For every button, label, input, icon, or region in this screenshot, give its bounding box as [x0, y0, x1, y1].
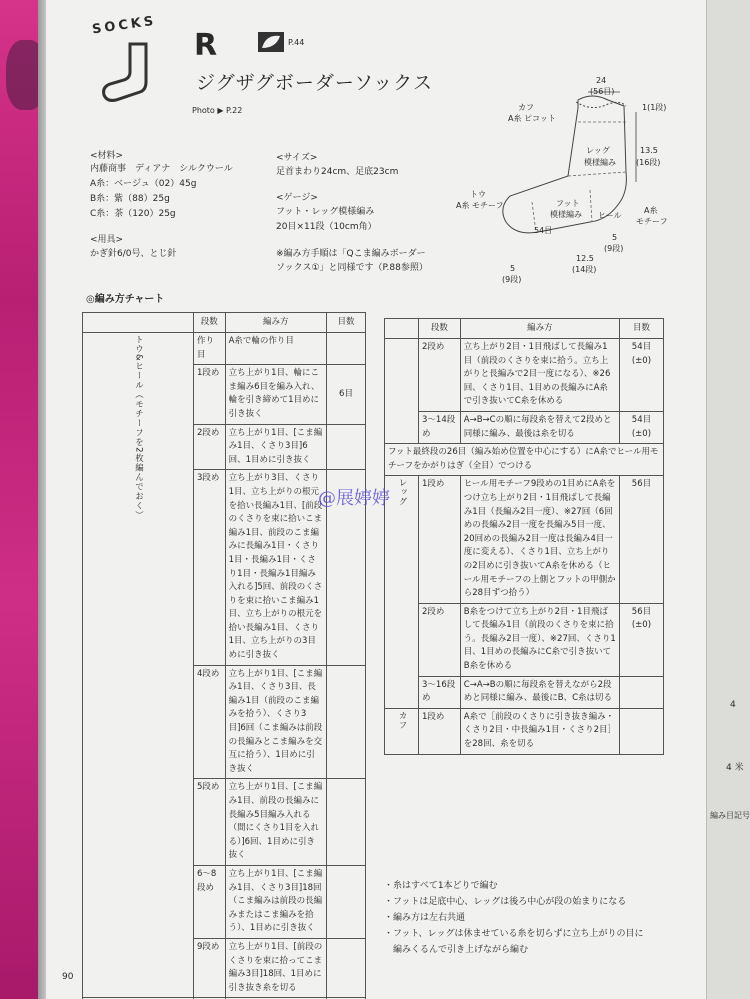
diagram-label: 5 [510, 264, 516, 273]
method-note: ソックス①」と同様です（P.88参照） [276, 263, 428, 273]
watermark: @展婷婷 [318, 488, 390, 509]
row-stitches: 56目 [631, 606, 652, 617]
row-method: 立ち上がり2目・1目飛ばして長編み1目（前段のくさりを束に拾う。立ち上がりと長編みで2目一度になる）、※26回、くさり1目、1目めの長編みにA糸で引き抜いてC糸を休める [460, 339, 619, 412]
diagram-label: A糸 [644, 206, 658, 215]
materials-heading: <材料> [90, 151, 124, 161]
row-method: 立ち上がり1目、[前段のくさりを束に拾ってこま編み3目]18回、1目めに引き抜き糸を切る [225, 938, 326, 997]
row-stitches [326, 665, 365, 779]
row-method: 立ち上がり1目、[こま編み1目、くさり3目]6回、1目めに引き抜く [225, 424, 326, 470]
page-ref: P.44 [288, 38, 305, 47]
row-stitches [619, 676, 663, 708]
leaf-icon [258, 32, 284, 52]
diagram-label: 24 [596, 76, 607, 85]
row-method: A糸で輪の作り目 [225, 333, 326, 365]
section-label-toe-heel: トウ&ヒール（モチーフを2枚編んでおく） [133, 335, 144, 521]
row-number: 6〜8段め [194, 865, 226, 938]
diagram-label: トウ [470, 190, 486, 199]
pattern-title: ジグザグボーダーソックス [196, 72, 433, 94]
note-line: ・編み方は左右共通 [384, 913, 466, 923]
socks-label: SOCKS [91, 13, 158, 38]
row-method: 立ち上がり3目、くさり1目、立ち上がりの根元を拾い長編み1目、[前段のくさりを束に拾いこま編み1目、前段のこま編みに長編み1目・くさり1目・長編み1目・くさり1目・長編み1目編み入れる]5回、前段のくさりを束に拾いこま編み1目、立ち上がりの根元を拾い長編み1目、くさり1目、立ち上がりの3目めに引き抜く [225, 470, 326, 665]
size-heading: <サイズ> [276, 153, 318, 163]
note-line: 編みくるんで引き上げながら編む [384, 945, 529, 955]
row-stitches-delta: (±0) [631, 620, 652, 631]
row-method: A糸で［前段のくさりに引き抜き編み・くさり2目・中長編み1目・くさり2目］を28回、糸を切る [460, 708, 619, 754]
diagram-label: (9段) [604, 244, 624, 253]
knitting-chart-left [82, 312, 366, 999]
row-stitches [326, 424, 365, 470]
row-method: A→B→Cの順に毎段糸を替えて2段めと同様に編み、最後は糸を切る [460, 411, 619, 443]
row-stitches [326, 865, 365, 938]
row-stitches: 6目 [326, 365, 365, 424]
col-header-rows: 段数 [194, 313, 226, 333]
col-header-method: 編み方 [460, 319, 619, 339]
section-label-cuff: カフ [397, 710, 407, 730]
col-header-stitches: 目数 [619, 319, 663, 339]
diagram-label: カフ [518, 103, 534, 112]
col-header-rows: 段数 [419, 319, 461, 339]
row-stitches [326, 333, 365, 365]
size-value: 足首まわり24cm、足底23cm [276, 167, 399, 177]
note-line: ・糸はすべて1本どりで編む [384, 881, 498, 891]
row-stitches: 56目 [619, 476, 663, 603]
note-line: ・フット、レッグは休ませている糸を切らずに立ち上がりの目に [384, 929, 644, 939]
chart-heading: ◎編み方チャート [86, 294, 165, 305]
method-note: ※編み方手順は「Qこま編みボーダー [276, 249, 426, 259]
diagram-label: 模様編み [584, 158, 616, 167]
section-label-leg: レッグ [397, 478, 407, 507]
right-page-edge [706, 0, 750, 999]
pattern-letter: R [194, 28, 218, 63]
diagram-label: 12.5 [576, 254, 594, 263]
row-method: 立ち上がり1目、[こま編み1目、くさり3目]18回（こま編みは前段の長編みまたはこま編みを拾う）、1目めに引き抜く [225, 865, 326, 938]
row-number: 3〜14段め [419, 411, 461, 443]
page-number: 90 [62, 972, 74, 982]
diagram-label: (56目) [590, 87, 615, 96]
materials-line: B糸：紫（88）25g [90, 194, 170, 204]
side-text: 編み目記号 [710, 811, 750, 820]
row-stitches-delta: (±0) [631, 428, 652, 439]
row-number: 1段め [419, 476, 461, 603]
diagram-label: 5 [612, 233, 618, 242]
diagram-label: 54目 [534, 226, 553, 235]
row-method: 立ち上がり1目、[こま編み1目、くさり3目、長編み1目（前段のこま編みを拾う）、くさり3目]6回（こま編みは前段の長編みとこま編みを交互に拾う）、1目めに引き抜く [225, 665, 326, 779]
row-stitches [326, 938, 365, 997]
diagram-label: モチーフ [636, 217, 668, 226]
diagram-label: レッグ [586, 146, 610, 155]
row-method: ヒール用モチーフ9段めの1目めにA糸をつけ立ち上がり2目・1目飛ばして長編み1目（長編み2目一度）、※27回（6回めの長編み2目一度を長編み5目一度、20回めの長編み2目一度は長編み4目一度に変える）、くさり1目、立ち上がりの2目めに引き抜いてA糸を休める（ヒール用モチーフの上側とフットの甲側から28目ずつ拾う） [460, 476, 619, 603]
photo-ref: Photo ▶ P.22 [192, 106, 243, 115]
tools-text: かぎ針6/0号、とじ針 [90, 249, 177, 259]
row-number: 3〜16段め [419, 676, 461, 708]
row-number: 4段め [194, 665, 226, 779]
row-method: B糸をつけて立ち上がり2目・1目飛ばして長編み1目（前段のくさりを束に拾う。長編み2目一度）、※27回、くさり1目、1目めの長編みにC糸で引き抜いてB糸を休める [460, 603, 619, 676]
row-stitches [326, 779, 365, 866]
diagram-label: (9段) [502, 275, 522, 284]
row-number: 3段め [194, 470, 226, 665]
row-number: 2段め [419, 603, 461, 676]
row-number: 作り目 [194, 333, 226, 365]
diagram-label: A糸 ピコット [508, 114, 556, 123]
note-line: ・フットは足底中心、レッグは後ろ中心が段の始まりになる [384, 897, 627, 907]
row-number: 1段め [194, 365, 226, 424]
tools-heading: <用具> [90, 235, 124, 245]
gauge-heading: <ゲージ> [276, 193, 318, 203]
row-number: 2段め [194, 424, 226, 470]
side-text: 4 [730, 700, 736, 710]
col-header-stitches: 目数 [326, 313, 365, 333]
row-method: 立ち上がり1目、[こま編み1目、前段の長編みに長編み5目編み入れる（間にくさり1目を入れる）]6回、1目めに引き抜く [225, 779, 326, 866]
row-number: 5段め [194, 779, 226, 866]
row-stitches: 54目 [631, 342, 652, 352]
diagram-label: フット [556, 199, 580, 208]
side-text: 4 米 [726, 763, 744, 773]
row-method: C→A→Bの順に毎段糸を替えながら2段めと同様に編み、最後にB、C糸は切る [460, 676, 619, 708]
diagram-label: 模様編み [550, 210, 582, 219]
col-header-method: 編み方 [225, 313, 326, 333]
diagram-label: 13.5 [640, 146, 658, 155]
diagram-label: (14段) [572, 265, 597, 274]
diagram-label: A糸 モチーフ [456, 201, 504, 210]
knitting-chart-right [384, 318, 664, 755]
diagram-label: ヒール [598, 211, 622, 220]
row-number: 2段め [419, 339, 461, 412]
row-method: 立ち上がり1目、輪にこま編み6目を編み入れ、輪を引き締めて1目めに引き抜く [225, 365, 326, 424]
materials-line: 内藤商事 ディアナ シルクウール [90, 164, 233, 174]
row-stitches: 54目 [631, 414, 652, 425]
gauge-line: フット・レッグ模様編み [276, 207, 375, 217]
row-number: 1段め [419, 708, 461, 754]
row-stitches [619, 708, 663, 754]
diagram-label: 1(1段) [642, 103, 667, 112]
row-number: 9段め [194, 938, 226, 997]
row-stitches-delta: (±0) [631, 355, 652, 366]
diagram-label: (16段) [636, 158, 661, 167]
materials-line: A糸：ベージュ（02）45g [90, 179, 197, 189]
materials-line: C糸：茶（120）25g [90, 209, 176, 219]
heel-attach-note: フット最終段の26目（編み始め位置を中心にする）にA糸でヒール用モチーフをかがりはぎ（全目）でつける [385, 444, 664, 476]
gauge-line: 20目×11段（10cm角） [276, 222, 377, 232]
